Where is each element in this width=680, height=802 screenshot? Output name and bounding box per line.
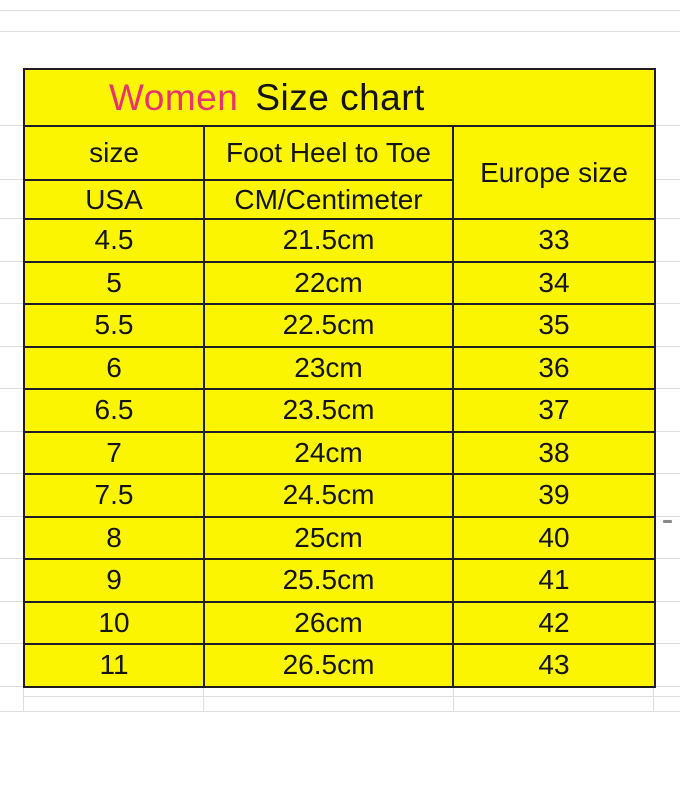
- usa-size-cell: 9: [24, 559, 204, 602]
- table-row: [24, 602, 655, 645]
- gridline: [654, 218, 680, 219]
- gridline: [654, 261, 680, 262]
- europe-size-cell: 39: [453, 474, 655, 517]
- cm-length-cell: 23cm: [204, 347, 453, 390]
- gridline: [654, 686, 680, 687]
- gridline: [654, 179, 680, 180]
- europe-size-cell: 37: [453, 389, 655, 432]
- table-row: [24, 474, 655, 517]
- gridline: [0, 473, 23, 474]
- usa-size-cell: 6.5: [24, 389, 204, 432]
- gridline: [0, 516, 23, 517]
- table-row: [24, 389, 655, 432]
- col-header-foot-heel-to-toe: Foot Heel to Toe: [204, 126, 453, 180]
- gridline: [653, 686, 654, 712]
- gridline: [0, 388, 23, 389]
- usa-size-cell: 11: [24, 644, 204, 687]
- table-row: [24, 219, 655, 262]
- col-header-size: size: [24, 126, 204, 180]
- table-row: [24, 559, 655, 602]
- gridline: [0, 346, 23, 347]
- table-title-cell: [24, 69, 655, 126]
- gridline: [654, 601, 680, 602]
- usa-size-cell: 8: [24, 517, 204, 560]
- table-row: [24, 347, 655, 390]
- gridline: [654, 346, 680, 347]
- cm-length-cell: 24cm: [204, 432, 453, 475]
- gridline: [0, 218, 23, 219]
- gridline: [0, 601, 23, 602]
- gridline: [203, 686, 204, 712]
- gridline: [654, 125, 680, 126]
- gridline: [0, 10, 680, 11]
- usa-size-cell: 7.5: [24, 474, 204, 517]
- europe-size-cell: 38: [453, 432, 655, 475]
- gridline: [453, 686, 454, 712]
- gridline: [654, 388, 680, 389]
- table-row: [24, 304, 655, 347]
- table-row: [24, 517, 655, 560]
- usa-size-cell: 7: [24, 432, 204, 475]
- europe-size-cell: 43: [453, 644, 655, 687]
- cm-length-cell: 24.5cm: [204, 474, 453, 517]
- europe-size-cell: 42: [453, 602, 655, 645]
- gridline: [654, 473, 680, 474]
- usa-size-cell: 4.5: [24, 219, 204, 262]
- gridline: [0, 643, 23, 644]
- usa-size-cell: 10: [24, 602, 204, 645]
- table-row: [24, 262, 655, 305]
- europe-size-cell: 41: [453, 559, 655, 602]
- gridline: [654, 558, 680, 559]
- cm-length-cell: 22cm: [204, 262, 453, 305]
- gridline: [23, 686, 24, 712]
- title-row: [24, 69, 655, 126]
- gridline: [0, 711, 680, 712]
- cm-length-cell: 22.5cm: [204, 304, 453, 347]
- table-row: [24, 432, 655, 475]
- gridline: [0, 558, 23, 559]
- gridline: [0, 179, 23, 180]
- col-subheader-cm: CM/Centimeter: [204, 180, 453, 219]
- usa-size-cell: 5.5: [24, 304, 204, 347]
- size-chart-table: [23, 68, 656, 688]
- gridline: [654, 431, 680, 432]
- usa-size-cell: 6: [24, 347, 204, 390]
- gridline: [654, 516, 680, 517]
- gridline: [0, 31, 680, 32]
- cm-length-cell: 26cm: [204, 602, 453, 645]
- europe-size-cell: 33: [453, 219, 655, 262]
- cm-length-cell: 25cm: [204, 517, 453, 560]
- usa-size-cell: 5: [24, 262, 204, 305]
- gridline: [0, 431, 23, 432]
- col-subheader-usa: USA: [24, 180, 204, 219]
- europe-size-cell: 34: [453, 262, 655, 305]
- header-row-1: [24, 126, 655, 180]
- title-chart-label: Size chart: [255, 76, 425, 118]
- cm-length-cell: 26.5cm: [204, 644, 453, 687]
- cm-length-cell: 21.5cm: [204, 219, 453, 262]
- cm-length-cell: 25.5cm: [204, 559, 453, 602]
- gridline: [0, 303, 23, 304]
- gridline: [654, 303, 680, 304]
- europe-size-cell: 36: [453, 347, 655, 390]
- table-row: [24, 644, 655, 687]
- gridline: [654, 643, 680, 644]
- gridline: [0, 261, 23, 262]
- europe-size-cell: 40: [453, 517, 655, 560]
- gridline: [0, 125, 23, 126]
- gridline: [23, 696, 680, 697]
- gridline: [0, 686, 23, 687]
- title-women-label: Women: [109, 76, 239, 118]
- right-edge-mark: [663, 520, 672, 523]
- europe-size-cell: 35: [453, 304, 655, 347]
- cm-length-cell: 23.5cm: [204, 389, 453, 432]
- col-header-europe-size: Europe size: [453, 126, 655, 219]
